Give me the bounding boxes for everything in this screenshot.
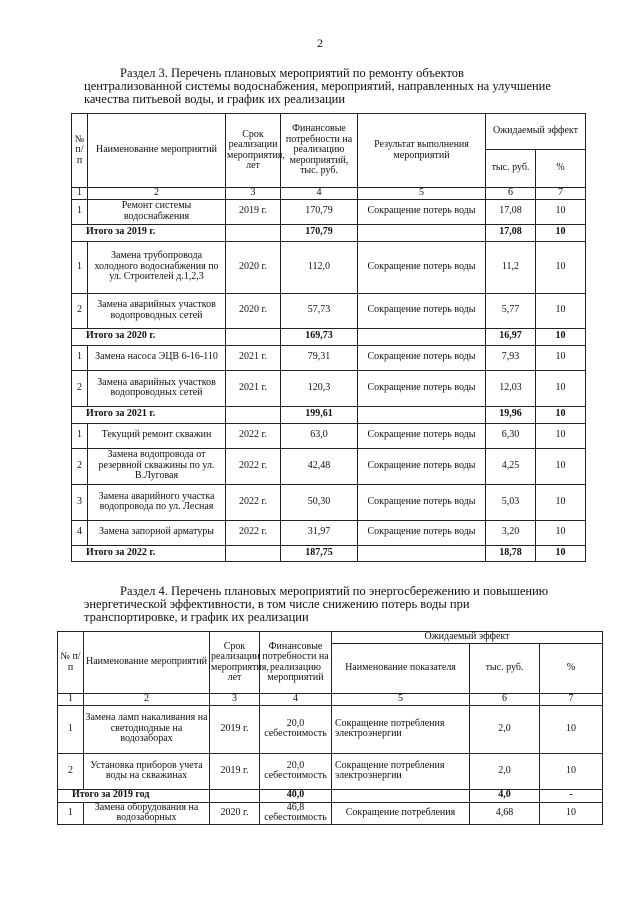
row-name: Замена ламп накаливания на светодиодные на водозаборах bbox=[84, 705, 210, 753]
colnum: 3 bbox=[226, 188, 281, 200]
total-label: Итого за 2020 г. bbox=[72, 328, 226, 345]
row-indicator: Сокращение потребления электроэнергии bbox=[332, 753, 470, 789]
row-result: Сокращение потерь воды bbox=[358, 199, 486, 224]
row-term: 2021 г. bbox=[226, 370, 281, 406]
row-term: 2020 г. bbox=[226, 241, 281, 293]
total-row bbox=[72, 328, 586, 345]
colnum: 5 bbox=[358, 188, 486, 200]
total-label: Итого за 2022 г. bbox=[72, 545, 226, 561]
section3-table bbox=[71, 113, 586, 562]
table-row bbox=[58, 705, 603, 753]
row-term: 2019 г. bbox=[210, 705, 260, 753]
header-finance: Финансовые потребности на реализацию мероприятий, тыс. руб. bbox=[281, 114, 358, 188]
total-finance: 170,79 bbox=[281, 224, 358, 241]
total-term bbox=[226, 406, 281, 423]
total-result bbox=[358, 224, 486, 241]
table-row bbox=[72, 423, 586, 448]
total-thousand: 19,96 bbox=[486, 406, 536, 423]
table-row bbox=[72, 370, 586, 406]
row-indicator: Сокращение потребления bbox=[332, 802, 470, 824]
header-num: № п/п bbox=[58, 632, 84, 694]
row-finance: 63,0 bbox=[281, 423, 358, 448]
row-percent: 10 bbox=[536, 484, 586, 520]
row-finance: 50,30 bbox=[281, 484, 358, 520]
row-thousand: 3,20 bbox=[486, 520, 536, 545]
row-term: 2022 г. bbox=[226, 520, 281, 545]
section4-title-line3: транспортировке, и график их реализации bbox=[84, 610, 309, 624]
row-thousand: 2,0 bbox=[470, 753, 540, 789]
row-percent: 10 bbox=[540, 753, 603, 789]
total-finance: 40,0 bbox=[260, 789, 332, 802]
header-name: Наименование мероприятий bbox=[84, 632, 210, 694]
colnum: 7 bbox=[540, 694, 603, 706]
row-name: Установка приборов учета воды на скважинах bbox=[84, 753, 210, 789]
row-result: Сокращение потерь воды bbox=[358, 370, 486, 406]
row-name: Замена аварийных участков водопроводных сетей bbox=[88, 370, 226, 406]
total-term bbox=[210, 789, 260, 802]
total-thousand: 16,97 bbox=[486, 328, 536, 345]
row-name: Ремонт системы водоснабжения bbox=[88, 199, 226, 224]
row-result: Сокращение потерь воды bbox=[358, 448, 486, 484]
table-row bbox=[58, 753, 603, 789]
row-finance: 42,48 bbox=[281, 448, 358, 484]
section4-table bbox=[57, 631, 603, 825]
section4-title-line1: Раздел 4. Перечень плановых мероприятий по энергосбережению и повышению bbox=[120, 584, 549, 598]
row-percent: 10 bbox=[536, 448, 586, 484]
row-result: Сокращение потерь воды bbox=[358, 241, 486, 293]
row-num: 4 bbox=[72, 520, 88, 545]
table-row bbox=[72, 241, 586, 293]
row-percent: 10 bbox=[540, 802, 603, 824]
section4-heading bbox=[84, 585, 580, 624]
total-row bbox=[72, 406, 586, 423]
row-percent: 10 bbox=[536, 370, 586, 406]
table-row bbox=[72, 448, 586, 484]
total-label: Итого за 2019 год bbox=[58, 789, 210, 802]
page-number: 2 bbox=[317, 36, 323, 50]
header-thousand: тыс. руб. bbox=[486, 150, 536, 188]
row-result: Сокращение потерь воды bbox=[358, 484, 486, 520]
row-num: 1 bbox=[72, 345, 88, 370]
table-row bbox=[72, 345, 586, 370]
row-num: 1 bbox=[58, 705, 84, 753]
total-percent: 10 bbox=[536, 406, 586, 423]
total-thousand: 4,0 bbox=[470, 789, 540, 802]
row-thousand: 12,03 bbox=[486, 370, 536, 406]
row-term: 2020 г. bbox=[226, 293, 281, 328]
row-term: 2019 г. bbox=[210, 753, 260, 789]
row-num: 2 bbox=[72, 293, 88, 328]
row-num: 2 bbox=[72, 370, 88, 406]
header-result: Результат выполнения мероприятий bbox=[358, 114, 486, 188]
row-percent: 10 bbox=[536, 241, 586, 293]
row-finance: 31,97 bbox=[281, 520, 358, 545]
total-label: Итого за 2019 г. bbox=[72, 224, 226, 241]
row-name: Замена водопровода от резервной скважины по ул. В.Луговая bbox=[88, 448, 226, 484]
row-percent: 10 bbox=[540, 705, 603, 753]
colnum: 2 bbox=[88, 188, 226, 200]
row-finance: 57,73 bbox=[281, 293, 358, 328]
total-percent: - bbox=[540, 789, 603, 802]
row-finance: 112,0 bbox=[281, 241, 358, 293]
row-term: 2022 г. bbox=[226, 423, 281, 448]
table-row bbox=[58, 802, 603, 824]
row-result: Сокращение потерь воды bbox=[358, 293, 486, 328]
total-row bbox=[72, 224, 586, 241]
total-label: Итого за 2021 г. bbox=[72, 406, 226, 423]
row-name: Замена аварийного участка водопровода по ул. Лесная bbox=[88, 484, 226, 520]
table-row bbox=[72, 484, 586, 520]
total-thousand: 17,08 bbox=[486, 224, 536, 241]
colnum: 3 bbox=[210, 694, 260, 706]
header-effect: Ожидаемый эффект bbox=[332, 632, 603, 644]
total-row bbox=[58, 789, 603, 802]
row-term: 2019 г. bbox=[226, 199, 281, 224]
row-num: 1 bbox=[58, 802, 84, 824]
row-result: Сокращение потерь воды bbox=[358, 520, 486, 545]
total-finance: 169,73 bbox=[281, 328, 358, 345]
row-thousand: 7,93 bbox=[486, 345, 536, 370]
row-result: Сокращение потерь воды bbox=[358, 423, 486, 448]
row-finance: 170,79 bbox=[281, 199, 358, 224]
row-thousand: 5,77 bbox=[486, 293, 536, 328]
header-percent: % bbox=[536, 150, 586, 188]
header-effect: Ожидаемый эффект bbox=[486, 114, 586, 150]
total-term bbox=[226, 545, 281, 561]
total-percent: 10 bbox=[536, 328, 586, 345]
row-thousand: 4,68 bbox=[470, 802, 540, 824]
row-percent: 10 bbox=[536, 199, 586, 224]
total-thousand: 18,78 bbox=[486, 545, 536, 561]
row-name: Замена насоса ЭЦВ 6-16-110 bbox=[88, 345, 226, 370]
table-row bbox=[72, 199, 586, 224]
row-name: Текущий ремонт скважин bbox=[88, 423, 226, 448]
section4-title-line2: энергетической эффективности, в том числе снижению потерь воды при bbox=[84, 597, 470, 611]
colnum: 2 bbox=[84, 694, 210, 706]
row-name: Замена запорной арматуры bbox=[88, 520, 226, 545]
row-percent: 10 bbox=[536, 520, 586, 545]
total-result bbox=[358, 406, 486, 423]
colnum: 4 bbox=[281, 188, 358, 200]
row-name: Замена аварийных участков водопроводных сетей bbox=[88, 293, 226, 328]
colnum: 6 bbox=[470, 694, 540, 706]
header-indicator: Наименование показателя bbox=[332, 644, 470, 694]
total-percent: 10 bbox=[536, 224, 586, 241]
row-percent: 10 bbox=[536, 293, 586, 328]
colnum: 1 bbox=[72, 188, 88, 200]
colnum: 5 bbox=[332, 694, 470, 706]
section3-title-line1: Раздел 3. Перечень плановых мероприятий по ремонту объектов bbox=[120, 66, 464, 80]
row-finance: 46,8 себестоимость bbox=[260, 802, 332, 824]
row-percent: 10 bbox=[536, 423, 586, 448]
total-finance: 199,61 bbox=[281, 406, 358, 423]
colnum: 6 bbox=[486, 188, 536, 200]
row-result: Сокращение потерь воды bbox=[358, 345, 486, 370]
header-percent: % bbox=[540, 644, 603, 694]
total-term bbox=[226, 224, 281, 241]
row-indicator: Сокращение потребления электроэнергии bbox=[332, 705, 470, 753]
row-num: 3 bbox=[72, 484, 88, 520]
row-thousand: 17,08 bbox=[486, 199, 536, 224]
header-thousand: тыс. руб. bbox=[470, 644, 540, 694]
row-term: 2020 г. bbox=[210, 802, 260, 824]
total-percent: 10 bbox=[536, 545, 586, 561]
row-num: 2 bbox=[72, 448, 88, 484]
row-thousand: 5,03 bbox=[486, 484, 536, 520]
row-thousand: 4,25 bbox=[486, 448, 536, 484]
total-term bbox=[226, 328, 281, 345]
header-term: Срок реализации мероприятия, лет bbox=[210, 632, 260, 694]
row-num: 1 bbox=[72, 199, 88, 224]
row-finance: 120,3 bbox=[281, 370, 358, 406]
row-num: 2 bbox=[58, 753, 84, 789]
row-num: 1 bbox=[72, 423, 88, 448]
row-thousand: 2,0 bbox=[470, 705, 540, 753]
colnum: 4 bbox=[260, 694, 332, 706]
header-term: Срок реализации мероприятия, лет bbox=[226, 114, 281, 188]
header-num: № п/ п bbox=[72, 114, 88, 188]
row-term: 2022 г. bbox=[226, 448, 281, 484]
section3-heading bbox=[84, 67, 580, 106]
row-finance: 20,0 себестоимость bbox=[260, 705, 332, 753]
header-finance: Финансовые потребности на реализацию мероприятий bbox=[260, 632, 332, 694]
row-thousand: 6,30 bbox=[486, 423, 536, 448]
total-indicator bbox=[332, 789, 470, 802]
table-row bbox=[72, 293, 586, 328]
row-name: Замена трубопровода холодного водоснабжения по ул. Строителей д.1,2,3 bbox=[88, 241, 226, 293]
colnum: 1 bbox=[58, 694, 84, 706]
row-percent: 10 bbox=[536, 345, 586, 370]
total-row bbox=[72, 545, 586, 561]
row-term: 2022 г. bbox=[226, 484, 281, 520]
header-name: Наименование мероприятий bbox=[88, 114, 226, 188]
row-finance: 79,31 bbox=[281, 345, 358, 370]
total-result bbox=[358, 545, 486, 561]
table-row bbox=[72, 520, 586, 545]
row-thousand: 11,2 bbox=[486, 241, 536, 293]
section3-title-line3: качества питьевой воды, и график их реализации bbox=[84, 92, 346, 106]
row-num: 1 bbox=[72, 241, 88, 293]
section3-title-line2: централизованной системы водоснабжения, мероприятий, направленных на улучшение bbox=[84, 79, 551, 93]
total-result bbox=[358, 328, 486, 345]
row-finance: 20,0 себестоимость bbox=[260, 753, 332, 789]
total-finance: 187,75 bbox=[281, 545, 358, 561]
row-term: 2021 г. bbox=[226, 345, 281, 370]
colnum: 7 bbox=[536, 188, 586, 200]
row-name: Замена оборудования на водозаборных bbox=[84, 802, 210, 824]
